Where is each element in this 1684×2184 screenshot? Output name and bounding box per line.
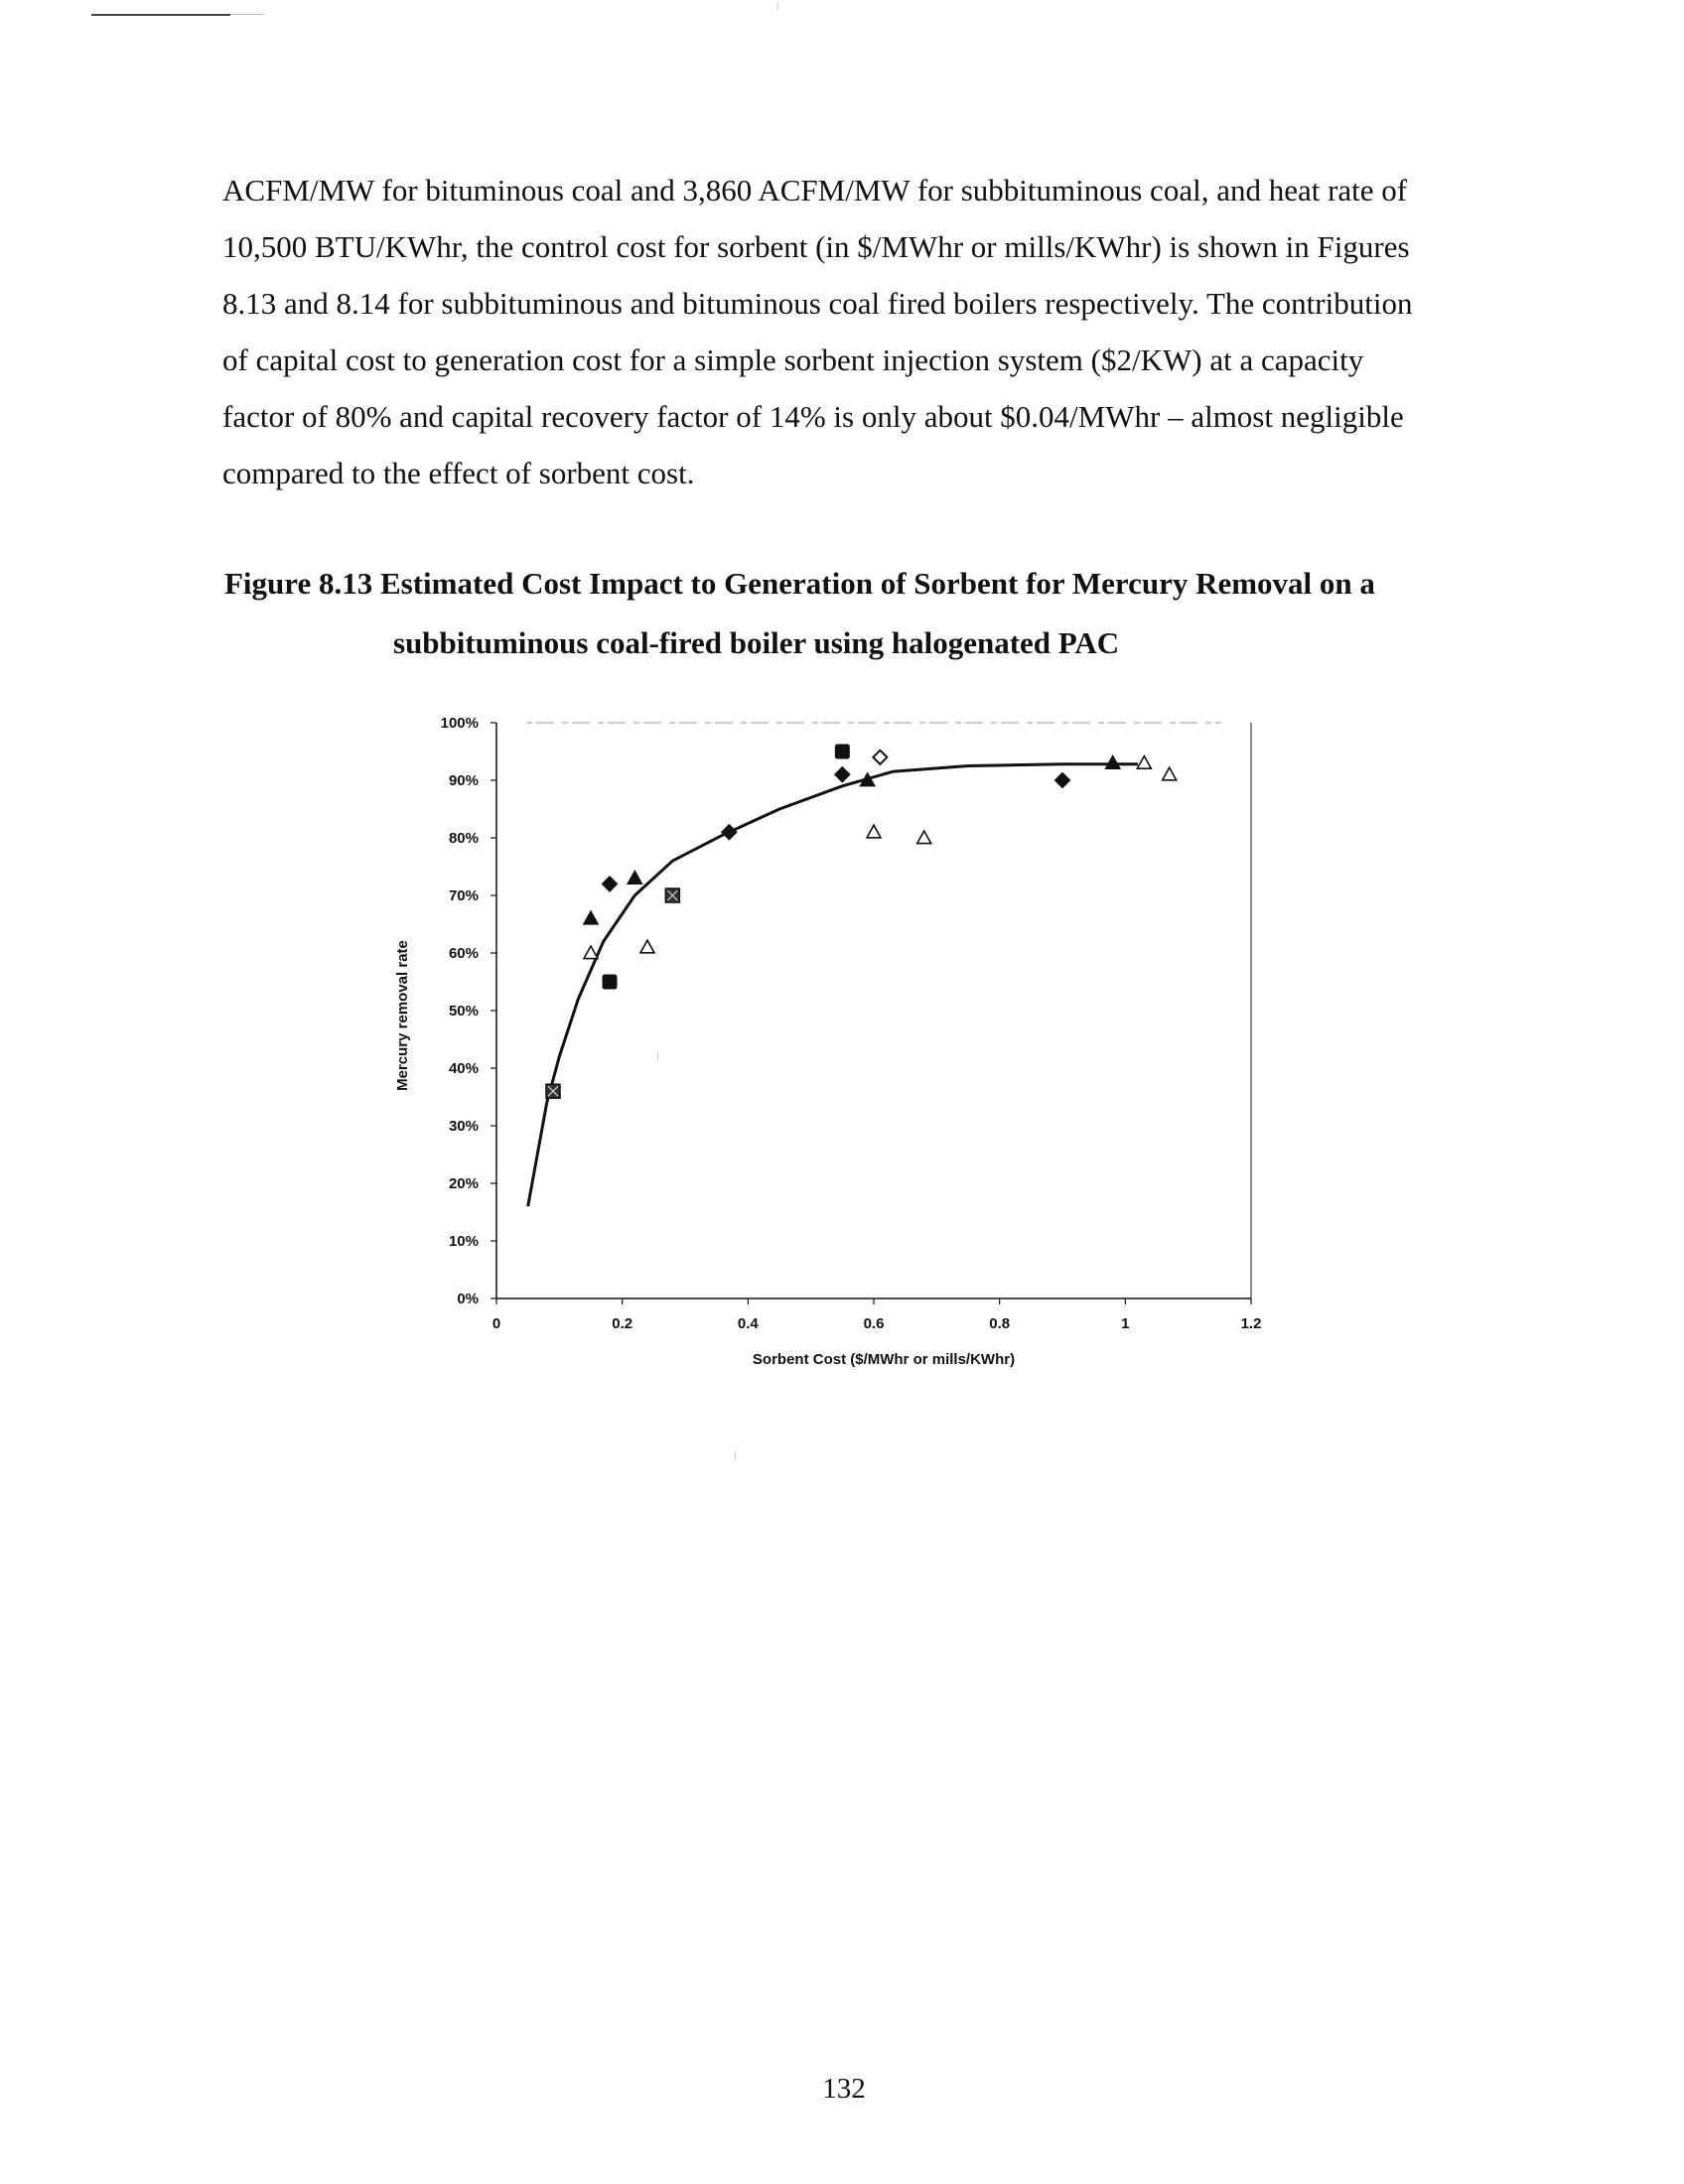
data-point-triangle bbox=[640, 940, 654, 953]
scan-mark bbox=[735, 1451, 736, 1459]
data-point-triangle bbox=[584, 911, 598, 924]
data-point-triangle bbox=[584, 946, 598, 959]
y-tick-label: 70% bbox=[448, 887, 479, 904]
x-tick-label: 0.8 bbox=[989, 1315, 1011, 1332]
body-line: 10,500 BTU/KWhr, the control cost for sorbent (in $/MWhr or mills/KWhr) is shown in Figures bbox=[222, 229, 1410, 264]
y-tick-label: 60% bbox=[448, 945, 479, 962]
body-line: 8.13 and 8.14 for subbituminous and bituminous coal fired boilers respectively. The contribution bbox=[222, 286, 1413, 321]
figure-caption-line2: subbituminous coal-fired boiler using halogenated PAC bbox=[393, 625, 1120, 660]
y-tick-label: 10% bbox=[448, 1233, 479, 1250]
data-point-diamond bbox=[1055, 773, 1069, 787]
data-point-diamond bbox=[603, 877, 617, 890]
data-points bbox=[546, 745, 1177, 1098]
page-number: 132 bbox=[822, 2073, 866, 2105]
body-line: of capital cost to generation cost for a simple sorbent injection system ($2/KW) at a capacity bbox=[222, 342, 1364, 377]
body-line: ACFM/MW for bituminous coal and 3,860 ACFM/MW for subbituminous coal, and heat rate of bbox=[222, 173, 1408, 207]
scan-mark bbox=[777, 2, 778, 10]
scan-mark bbox=[657, 1052, 658, 1060]
figure-caption bbox=[224, 554, 1515, 673]
header-rule-faint bbox=[230, 14, 264, 15]
y-tick-label: 40% bbox=[448, 1060, 479, 1077]
body-line: compared to the effect of sorbent cost. bbox=[222, 456, 695, 490]
x-axis bbox=[492, 1298, 1262, 1332]
y-axis bbox=[441, 715, 496, 1307]
scatter-chart bbox=[377, 705, 1291, 1380]
trendline-path bbox=[528, 764, 1138, 1206]
data-point-diamond bbox=[722, 825, 736, 839]
x-tick-label: 0.4 bbox=[737, 1315, 759, 1332]
data-point-triangle bbox=[1137, 756, 1151, 769]
y-tick-label: 100% bbox=[440, 715, 479, 732]
x-tick-label: 0 bbox=[491, 1315, 501, 1332]
chart-svg bbox=[377, 705, 1291, 1380]
y-tick-label: 20% bbox=[448, 1175, 479, 1192]
body-paragraph bbox=[222, 162, 1513, 501]
data-point-triangle bbox=[1163, 767, 1177, 780]
x-tick-label: 0.2 bbox=[612, 1315, 633, 1332]
y-axis-title: Mercury removal rate bbox=[394, 940, 411, 1091]
plot-frame bbox=[496, 723, 1251, 1298]
figure-caption-line1: Figure 8.13 Estimated Cost Impact to Generation of Sorbent for Mercury Removal on a bbox=[224, 566, 1375, 601]
x-axis-title: Sorbent Cost ($/MWhr or mills/KWhr) bbox=[752, 1351, 1016, 1368]
x-tick-label: 1.2 bbox=[1240, 1315, 1262, 1332]
data-point-diamond bbox=[835, 767, 849, 781]
data-point-diamond bbox=[873, 751, 887, 764]
data-point-triangle bbox=[867, 825, 881, 838]
y-tick-label: 90% bbox=[448, 772, 479, 789]
y-tick-label: 80% bbox=[448, 830, 479, 847]
header-rule bbox=[91, 14, 230, 16]
data-point-triangle bbox=[1106, 756, 1120, 769]
y-tick-label: 0% bbox=[457, 1291, 479, 1307]
y-tick-label: 30% bbox=[448, 1118, 479, 1135]
x-tick-label: 0.6 bbox=[863, 1315, 885, 1332]
data-point-triangle bbox=[628, 872, 641, 885]
trendline bbox=[528, 764, 1138, 1206]
body-line: factor of 80% and capital recovery factor of 14% is only about $0.04/MWhr – almost negligible bbox=[222, 399, 1404, 434]
data-point-triangle bbox=[917, 831, 931, 844]
data-point-square bbox=[603, 975, 617, 989]
data-point-square bbox=[835, 745, 849, 758]
y-tick-label: 50% bbox=[448, 1003, 479, 1020]
x-tick-label: 1 bbox=[1121, 1315, 1130, 1332]
